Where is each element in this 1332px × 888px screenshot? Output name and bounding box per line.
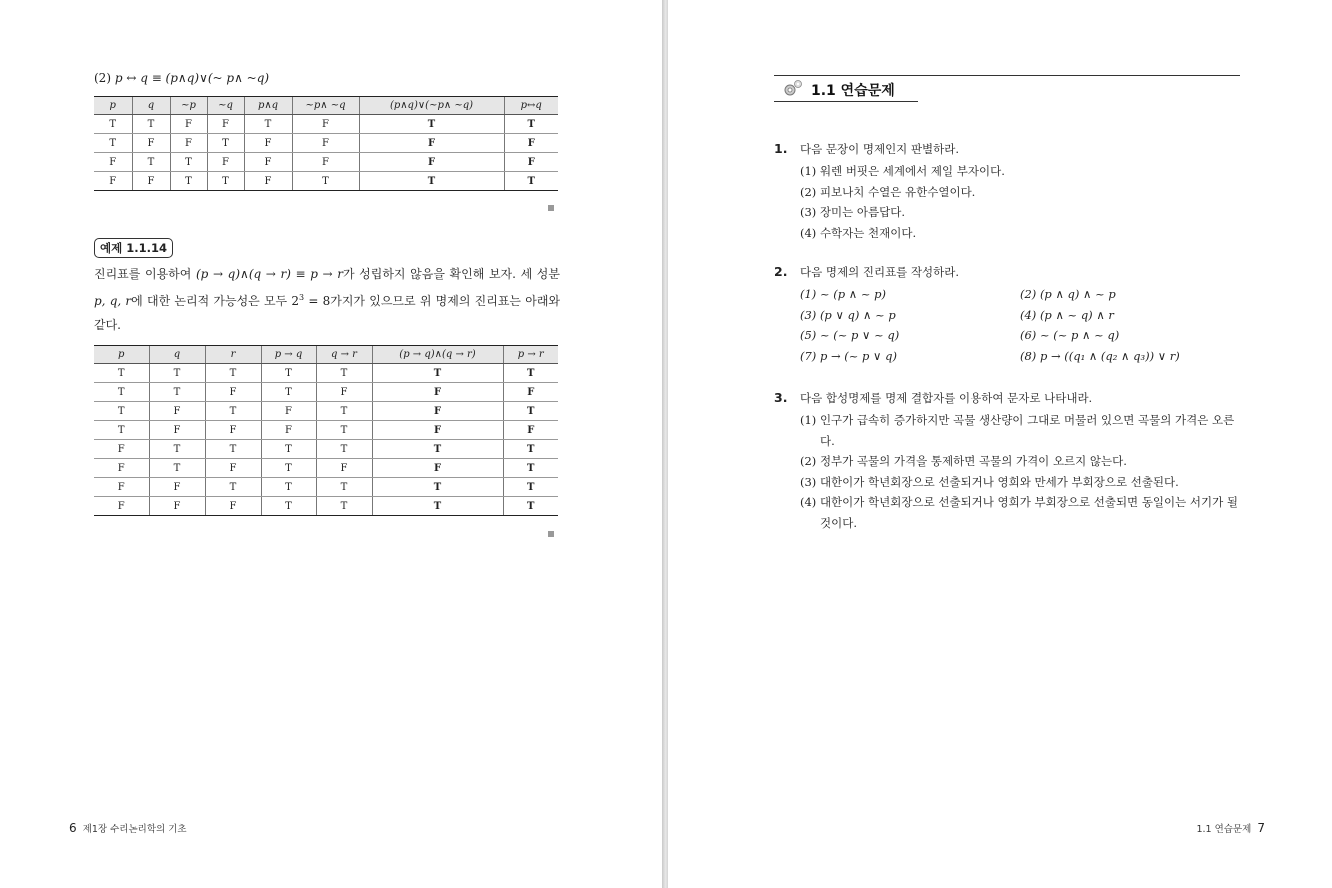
truth-table-biconditional [94,96,558,191]
section-title-underline [774,101,918,102]
formula-line [94,71,269,85]
table-cell: F [94,440,149,459]
table-cell: F [292,153,359,172]
table-cell: T [149,440,205,459]
example-formula: (p → q)∧(q → r) ≡ p → r [196,267,343,281]
table-cell: F [205,421,261,440]
table-cell: F [170,134,207,153]
table-cell: T [94,364,149,383]
table-row [94,153,558,172]
problem-number: 2. [774,264,788,279]
example-power-base: 2 [291,294,300,308]
example-variables: p, q, r [94,294,132,308]
table-cell: T [261,364,316,383]
table-cell: F [149,402,205,421]
table-header-cell: ~p∧ ~q [292,97,359,115]
example-power-result: = 8 [304,294,331,308]
table-cell: F [94,172,132,191]
table-cell: T [207,134,244,153]
problem-item: (5) ~ (~ p ∨ ~ q) [800,328,900,342]
chapter-title: 제1장 수리논리학의 기초 [82,824,187,835]
problem-item: (3) 대한이가 학년회장으로 선출되거나 영희와 만세가 부회장으로 선출된다. [800,474,1179,489]
problem-item: (3) (p ∨ q) ∧ ~ p [800,307,896,322]
table-cell: F [316,383,372,402]
table-cell: T [149,364,205,383]
problem-item: (2) 피보나치 수열은 유한수열이다. [800,184,976,199]
table-cell: T [205,478,261,497]
example-text: 에 대한 논리적 가능성은 모두 [131,294,292,308]
table-cell: T [316,497,372,516]
table-cell: F [244,153,292,172]
table-header-cell: p → r [503,346,558,364]
table-header-cell: p → q [261,346,316,364]
left-page [0,0,662,888]
table-cell: F [292,134,359,153]
problem-item: (1) 인구가 급속히 증가하지만 곡물 생산량이 그대로 머물러 있으면 곡물의 가격은 오른다. [800,413,1235,448]
problem-2-items [800,284,1240,366]
end-of-proof-mark [548,205,554,211]
table-cell: T [261,440,316,459]
table-cell: T [132,153,170,172]
table-cell: T [244,115,292,134]
table-cell: T [359,115,504,134]
table-cell: T [372,440,503,459]
table-cell: F [94,153,132,172]
problem-item: (2) (p ∧ q) ∧ ~ p [1020,287,1116,301]
table-row [94,172,558,191]
problem-item: (6) ~ (~ p ∧ ~ q) [1020,328,1120,342]
table-cell: T [292,172,359,191]
problem-number: 3. [774,390,788,405]
table-header-cell: (p∧q)∨(~p∧ ~q) [359,97,504,115]
table-cell: T [132,115,170,134]
table-cell: F [292,115,359,134]
table-cell: F [504,134,558,153]
table-cell: T [149,459,205,478]
table-cell: F [94,478,149,497]
problem-item: (4) (p ∧ ~ q) ∧ r [1020,307,1114,322]
table-cell: T [504,115,558,134]
problem-item: (2) 정부가 곡물의 가격을 통제하면 곡물의 가격이 오르지 않는다. [800,454,1127,468]
table-cell: T [94,115,132,134]
table-cell: T [359,172,504,191]
table-header-cell: p [94,346,149,364]
table-cell: F [372,402,503,421]
table-cell: T [504,172,558,191]
table-cell: T [316,364,372,383]
table-header-cell: p↔q [504,97,558,115]
table-header-cell: ~p [170,97,207,115]
table-cell: T [94,402,149,421]
problem-item: (1) 워렌 버핏은 세계에서 제일 부자이다. [800,164,1005,178]
example-text: 가 성립하지 않음을 확인해 보자. 세 성분 [342,267,560,281]
example-label: 예제 1.1.14 [94,238,173,258]
problem-1-items [800,161,1240,243]
table-cell: F [149,497,205,516]
example-text: 진리표를 이용하여 [94,267,196,281]
table-cell: T [503,440,558,459]
table-header-cell: p∧q [244,97,292,115]
table-cell: F [149,421,205,440]
table-cell: F [372,459,503,478]
problem-3-items [800,410,1240,533]
table-cell: T [261,459,316,478]
table-row [94,402,558,421]
formula-label: (2) [94,71,111,85]
table-row [94,421,558,440]
table-row [94,478,558,497]
table-cell: T [503,478,558,497]
table-cell: T [503,364,558,383]
table-cell: F [359,134,504,153]
table-cell: F [207,153,244,172]
example-power-exponent: 3 [299,293,305,302]
table-cell: T [261,383,316,402]
example-body [94,262,560,337]
table-header-cell: p [94,97,132,115]
table-header-cell: q [132,97,170,115]
table-row [94,134,558,153]
table-cell: F [205,497,261,516]
problem-item: (4) 대한이가 학년회장으로 선출되거나 영희가 부회장으로 선출되면 동일이는 서기가 될 것이다. [800,495,1239,530]
problem-question: 다음 문장이 명제인지 판별하라. [800,142,960,156]
table-cell: T [94,383,149,402]
section-gear-icon [782,79,804,97]
table-cell: F [503,421,558,440]
problem-item: (3) 장미는 아름답다. [800,205,906,219]
table-cell: F [207,115,244,134]
section-top-rule [774,75,1240,76]
table-cell: T [316,440,372,459]
section-title: 1.1 연습문제 [811,83,895,99]
table-header-cell: q [149,346,205,364]
table-cell: T [503,459,558,478]
table-cell: F [170,115,207,134]
problem-item: (1) ~ (p ∧ ~ p) [800,287,886,301]
problem-question: 다음 명제의 진리표를 작성하라. [800,265,960,279]
table-cell: F [244,134,292,153]
table-cell: F [132,172,170,191]
end-of-proof-mark [548,531,554,537]
table-row [94,115,558,134]
table-cell: T [170,153,207,172]
page-footer-left [69,821,187,835]
right-page [668,0,1332,888]
table-cell: F [261,402,316,421]
table-cell: T [261,478,316,497]
problem-number: 1. [774,141,788,156]
page-number: 6 [69,821,77,835]
formula-text: p ↔ q ≡ (p∧q)∨(~ p∧ ~q) [114,71,270,85]
section-footer-title: 1.1 연습문제 [1196,824,1252,835]
table-cell: T [372,478,503,497]
table-cell: T [149,383,205,402]
table-cell: F [244,172,292,191]
table-cell: T [261,497,316,516]
problem-item: (8) p → ((q₁ ∧ (q₂ ∧ q₃)) ∨ r) [1020,348,1180,363]
table-row [94,364,558,383]
table-cell: F [359,153,504,172]
table-cell: T [503,402,558,421]
page-number: 7 [1257,821,1265,835]
page-footer-right [1196,821,1265,835]
table-cell: F [205,459,261,478]
table-cell: T [94,134,132,153]
table-cell: F [205,383,261,402]
table-cell: F [261,421,316,440]
table-cell: F [372,383,503,402]
table-cell: T [503,497,558,516]
table-row [94,383,558,402]
truth-table-transitivity [94,345,558,516]
table-cell: F [94,497,149,516]
table-row [94,497,558,516]
table-header-cell: ~q [207,97,244,115]
table-cell: T [316,478,372,497]
table-cell: T [372,364,503,383]
table-header-cell: r [205,346,261,364]
table-cell: T [205,402,261,421]
table-cell: T [94,421,149,440]
table-cell: F [132,134,170,153]
table-cell: T [316,402,372,421]
table-cell: T [170,172,207,191]
table-header-cell: q → r [316,346,372,364]
example-text: 가지가 있으므로 위 명제의 진리표는 아래와 같다. [94,294,561,332]
table-cell: T [205,440,261,459]
problem-item: (4) 수학자는 천재이다. [800,225,917,240]
table-cell: F [503,383,558,402]
table-cell: T [316,421,372,440]
table-cell: T [372,497,503,516]
table-cell: F [149,478,205,497]
table-row [94,440,558,459]
table-cell: F [504,153,558,172]
problem-question: 다음 합성명제를 명제 결합자를 이용하여 문자로 나타내라. [800,391,1093,405]
problem-item: (7) p → (~ p ∨ q) [800,348,897,363]
table-header-cell: (p → q)∧(q → r) [372,346,503,364]
table-cell: F [316,459,372,478]
table-cell: F [94,459,149,478]
table-row [94,459,558,478]
table-cell: T [207,172,244,191]
table-cell: T [205,364,261,383]
table-cell: F [372,421,503,440]
